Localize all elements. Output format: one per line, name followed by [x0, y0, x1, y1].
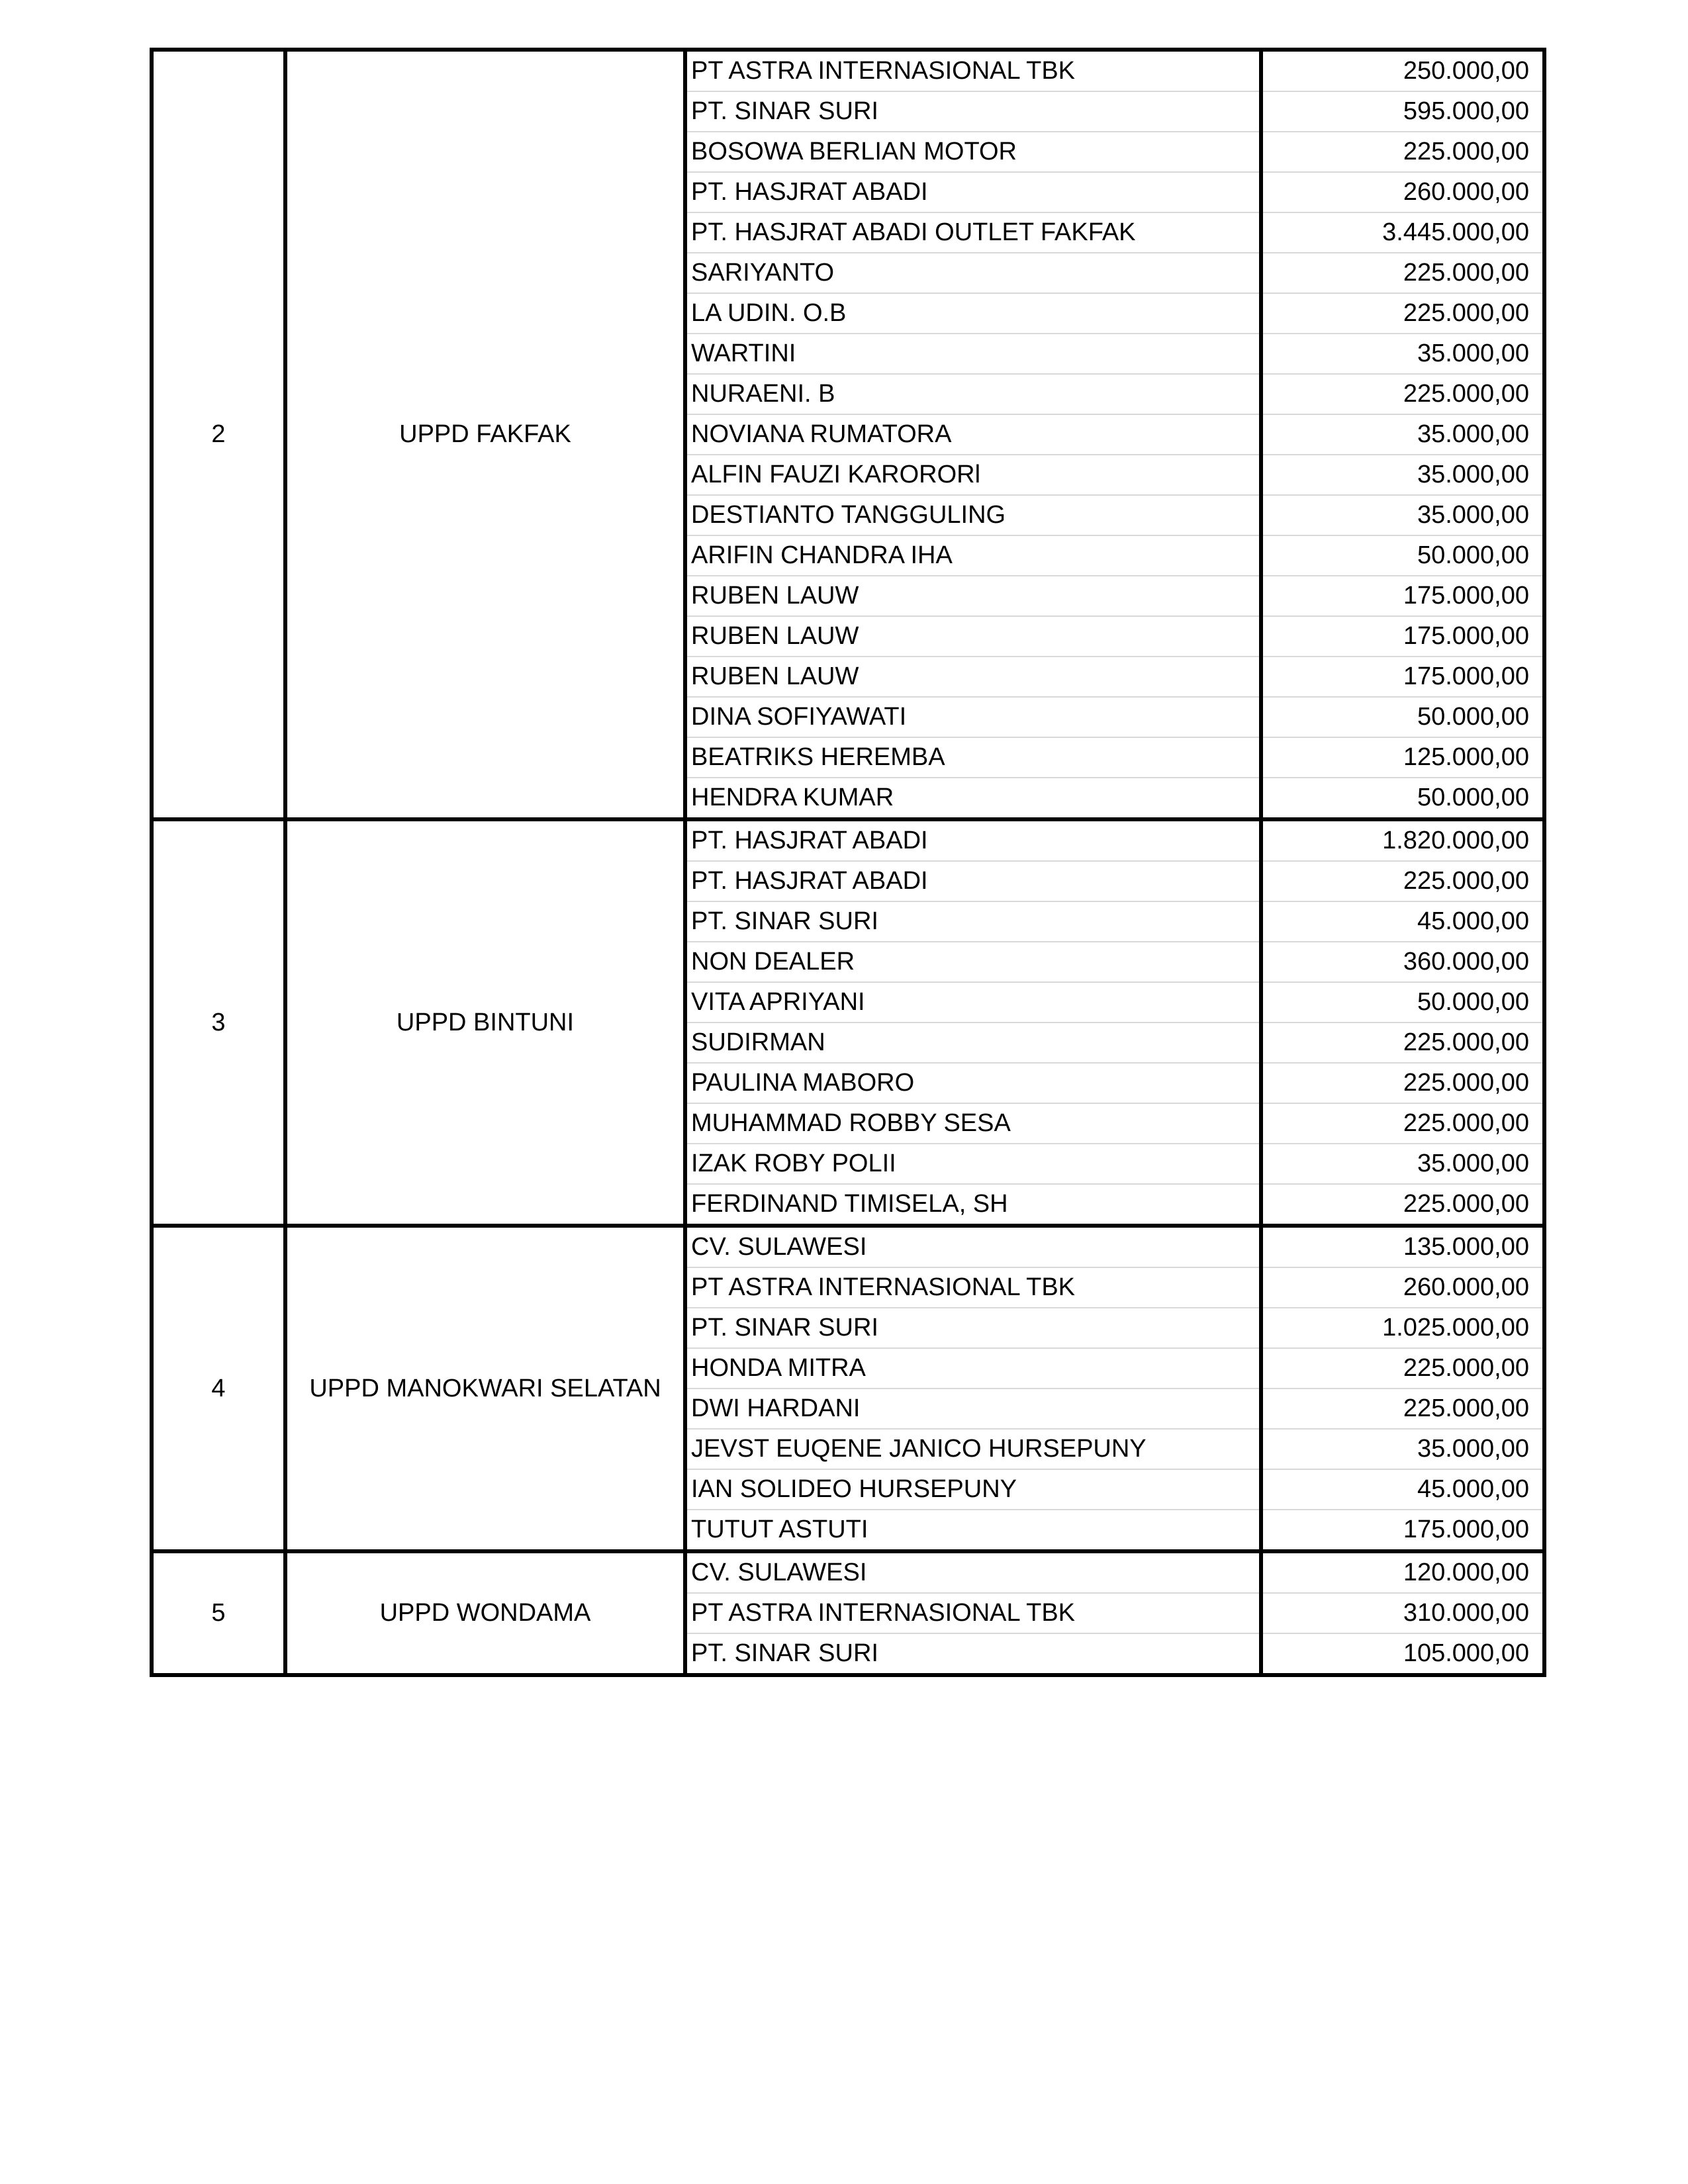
amount: 35.000,00 — [1261, 495, 1544, 535]
payer-name: DESTIANTO TANGGULING — [685, 495, 1261, 535]
payer-name: PT. SINAR SURI — [685, 901, 1261, 942]
payer-name: RUBEN LAUW — [685, 576, 1261, 616]
amount: 360.000,00 — [1261, 942, 1544, 982]
amount: 175.000,00 — [1261, 616, 1544, 657]
payer-name: RUBEN LAUW — [685, 657, 1261, 697]
amount: 260.000,00 — [1261, 172, 1544, 212]
payer-name: IZAK ROBY POLII — [685, 1144, 1261, 1184]
payer-name: LA UDIN. O.B — [685, 293, 1261, 334]
payer-name: PT. HASJRAT ABADI — [685, 819, 1261, 861]
amount: 175.000,00 — [1261, 576, 1544, 616]
payer-name: WARTINI — [685, 334, 1261, 374]
amount: 1.025.000,00 — [1261, 1308, 1544, 1348]
amount: 225.000,00 — [1261, 1063, 1544, 1103]
table-body — [152, 50, 1544, 1675]
table-row — [152, 819, 1544, 861]
payer-name: PT. HASJRAT ABADI OUTLET FAKFAK — [685, 212, 1261, 253]
amount: 50.000,00 — [1261, 535, 1544, 576]
amount: 225.000,00 — [1261, 1348, 1544, 1388]
amount: 175.000,00 — [1261, 657, 1544, 697]
payer-name: VITA APRIYANI — [685, 982, 1261, 1023]
amount: 50.000,00 — [1261, 778, 1544, 819]
amount: 50.000,00 — [1261, 982, 1544, 1023]
amount: 35.000,00 — [1261, 334, 1544, 374]
amount: 35.000,00 — [1261, 455, 1544, 495]
amount: 225.000,00 — [1261, 374, 1544, 414]
amount: 45.000,00 — [1261, 901, 1544, 942]
amount: 35.000,00 — [1261, 1429, 1544, 1469]
amount: 35.000,00 — [1261, 414, 1544, 455]
amount: 225.000,00 — [1261, 1184, 1544, 1226]
amount: 225.000,00 — [1261, 861, 1544, 901]
payer-name: PT ASTRA INTERNASIONAL TBK — [685, 50, 1261, 91]
unit-name: UPPD FAKFAK — [285, 50, 685, 819]
amount: 225.000,00 — [1261, 1388, 1544, 1429]
payer-name: NON DEALER — [685, 942, 1261, 982]
amount: 595.000,00 — [1261, 91, 1544, 132]
payer-name: SARIYANTO — [685, 253, 1261, 293]
group-number: 4 — [152, 1226, 285, 1551]
amount: 225.000,00 — [1261, 132, 1544, 172]
amount: 225.000,00 — [1261, 293, 1544, 334]
payer-name: DWI HARDANI — [685, 1388, 1261, 1429]
payer-name: IAN SOLIDEO HURSEPUNY — [685, 1469, 1261, 1510]
group-number: 3 — [152, 819, 285, 1226]
payer-name: ARIFIN CHANDRA IHA — [685, 535, 1261, 576]
payer-name: NURAENI. B — [685, 374, 1261, 414]
group-number: 2 — [152, 50, 285, 819]
amount: 105.000,00 — [1261, 1633, 1544, 1675]
payer-name: CV. SULAWESI — [685, 1551, 1261, 1593]
payer-name: BEATRIKS HEREMBA — [685, 737, 1261, 778]
payer-name: CV. SULAWESI — [685, 1226, 1261, 1267]
amount: 125.000,00 — [1261, 737, 1544, 778]
amount: 1.820.000,00 — [1261, 819, 1544, 861]
group-number: 5 — [152, 1551, 285, 1675]
payer-name: ALFIN FAUZI KARORORl — [685, 455, 1261, 495]
amount: 250.000,00 — [1261, 50, 1544, 91]
payer-name: PT. HASJRAT ABADI — [685, 861, 1261, 901]
payer-name: TUTUT ASTUTI — [685, 1510, 1261, 1551]
amount: 225.000,00 — [1261, 1103, 1544, 1144]
payer-name: HONDA MITRA — [685, 1348, 1261, 1388]
payment-table — [150, 48, 1546, 1677]
amount: 310.000,00 — [1261, 1593, 1544, 1633]
payer-name: PT. SINAR SURI — [685, 91, 1261, 132]
unit-name: UPPD WONDAMA — [285, 1551, 685, 1675]
amount: 45.000,00 — [1261, 1469, 1544, 1510]
payer-name: SUDIRMAN — [685, 1023, 1261, 1063]
amount: 135.000,00 — [1261, 1226, 1544, 1267]
payer-name: JEVST EUQENE JANICO HURSEPUNY — [685, 1429, 1261, 1469]
payer-name: PT ASTRA INTERNASIONAL TBK — [685, 1593, 1261, 1633]
unit-name: UPPD BINTUNI — [285, 819, 685, 1226]
payer-name: PT. SINAR SURI — [685, 1633, 1261, 1675]
payer-name: RUBEN LAUW — [685, 616, 1261, 657]
amount: 175.000,00 — [1261, 1510, 1544, 1551]
amount: 3.445.000,00 — [1261, 212, 1544, 253]
payer-name: BOSOWA BERLIAN MOTOR — [685, 132, 1261, 172]
amount: 225.000,00 — [1261, 253, 1544, 293]
unit-name: UPPD MANOKWARI SELATAN — [285, 1226, 685, 1551]
payer-name: PT ASTRA INTERNASIONAL TBK — [685, 1267, 1261, 1308]
amount: 120.000,00 — [1261, 1551, 1544, 1593]
amount: 35.000,00 — [1261, 1144, 1544, 1184]
payer-name: DINA SOFIYAWATI — [685, 697, 1261, 737]
amount: 225.000,00 — [1261, 1023, 1544, 1063]
amount: 50.000,00 — [1261, 697, 1544, 737]
payer-name: PT. HASJRAT ABADI — [685, 172, 1261, 212]
table-row — [152, 50, 1544, 91]
payer-name: HENDRA KUMAR — [685, 778, 1261, 819]
payer-name: PAULINA MABORO — [685, 1063, 1261, 1103]
payer-name: PT. SINAR SURI — [685, 1308, 1261, 1348]
payer-name: FERDINAND TIMISELA, SH — [685, 1184, 1261, 1226]
table-row — [152, 1551, 1544, 1593]
amount: 260.000,00 — [1261, 1267, 1544, 1308]
table-row — [152, 1226, 1544, 1267]
payer-name: MUHAMMAD ROBBY SESA — [685, 1103, 1261, 1144]
payer-name: NOVIANA RUMATORA — [685, 414, 1261, 455]
